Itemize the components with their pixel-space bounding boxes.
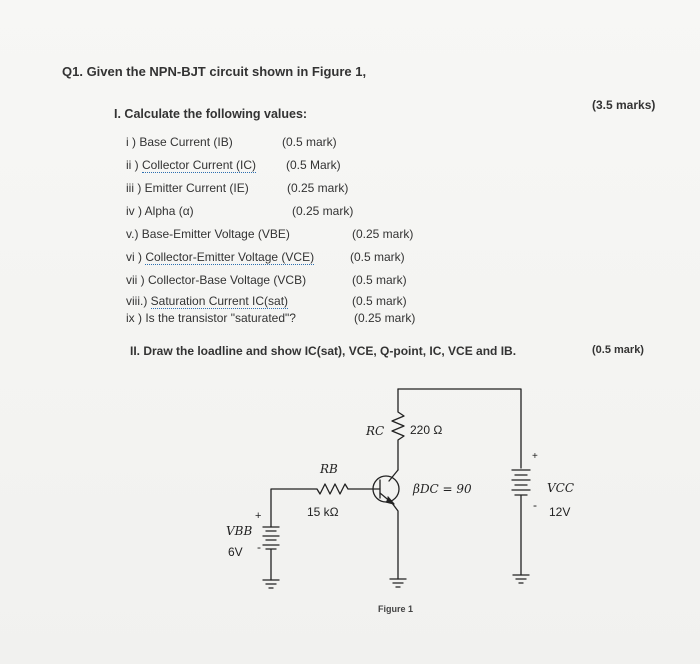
item-mark: (0.25 mark) xyxy=(287,181,349,195)
part2-text: II. Draw the loadline and show IC(sat), VCE, Q-point, IC, VCE and IB. xyxy=(130,344,517,358)
rb-value-label: 15 kΩ xyxy=(307,505,339,519)
item-mark: (0.5 mark) xyxy=(282,135,337,149)
item-label: Collector-Base Voltage (VCB) xyxy=(148,273,307,287)
vcc-battery-symbol xyxy=(512,470,530,575)
vcc-minus-sign: - xyxy=(533,498,537,512)
item-number: ix ) xyxy=(126,311,142,325)
vbb-battery-symbol xyxy=(263,527,279,580)
part1-heading: I. Calculate the following values: xyxy=(114,107,308,121)
item-label: Alpha (α) xyxy=(144,204,194,218)
item-number: iv ) xyxy=(126,204,142,218)
item-number: iii ) xyxy=(126,181,142,195)
item-number: vii ) xyxy=(126,273,145,287)
item-number: viii.) xyxy=(126,294,148,308)
vcc-value-label: 12V xyxy=(549,505,571,519)
rc-symbol-label: RC xyxy=(366,424,385,438)
item-number: i ) xyxy=(126,135,136,149)
item-number: ii ) xyxy=(126,158,139,172)
item-mark: (0.25 mark) xyxy=(352,227,414,241)
vbb-plus-sign: + xyxy=(255,510,262,522)
part1-marks: (3.5 marks) xyxy=(592,98,656,112)
emitter-ground-symbol xyxy=(390,579,406,587)
item-mark: (0.5 Mark) xyxy=(286,158,341,172)
item-mark: (0.5 mark) xyxy=(352,294,407,308)
vbb-symbol-label: VBB xyxy=(226,524,253,538)
item-mark: (0.25 mark) xyxy=(354,311,416,325)
collector-lead xyxy=(389,470,398,481)
rb-symbol-label: RB xyxy=(320,462,338,476)
item-label: Collector Current (IC) xyxy=(142,158,257,172)
part2-marks: (0.5 mark) xyxy=(592,344,644,356)
vbb-ground-symbol xyxy=(263,580,279,588)
item-mark: (0.5 mark) xyxy=(352,273,407,287)
item-label: Saturation Current IC(sat) xyxy=(150,294,289,308)
item-number: v.) xyxy=(126,227,139,241)
item-number: vi ) xyxy=(126,250,142,264)
vbb-value-label: 6V xyxy=(228,545,243,559)
rc-resistor-symbol xyxy=(392,389,404,470)
item-label: Is the transistor "saturated"? xyxy=(145,311,296,325)
beta-label: βDC = 90 xyxy=(413,482,472,496)
item-mark: (0.25 mark) xyxy=(292,204,354,218)
item-label: Emitter Current (IE) xyxy=(144,181,249,195)
emitter-lead xyxy=(380,493,398,579)
vcc-symbol-label: VCC xyxy=(547,481,575,495)
vcc-ground-symbol xyxy=(513,575,529,583)
item-mark: (0.5 mark) xyxy=(350,250,405,264)
vcc-plus-sign: + xyxy=(532,451,538,462)
figure-caption: Figure 1 xyxy=(378,604,414,614)
item-label: Base-Emitter Voltage (VBE) xyxy=(141,227,290,241)
item-label: Base Current (IB) xyxy=(139,135,233,149)
vbb-minus-sign: - xyxy=(257,540,261,554)
item-label: Collector-Emitter Voltage (VCE) xyxy=(145,250,315,264)
rc-value-label: 220 Ω xyxy=(410,423,443,437)
question-title: Q1. Given the NPN-BJT circuit shown in Figure 1, xyxy=(62,64,367,79)
